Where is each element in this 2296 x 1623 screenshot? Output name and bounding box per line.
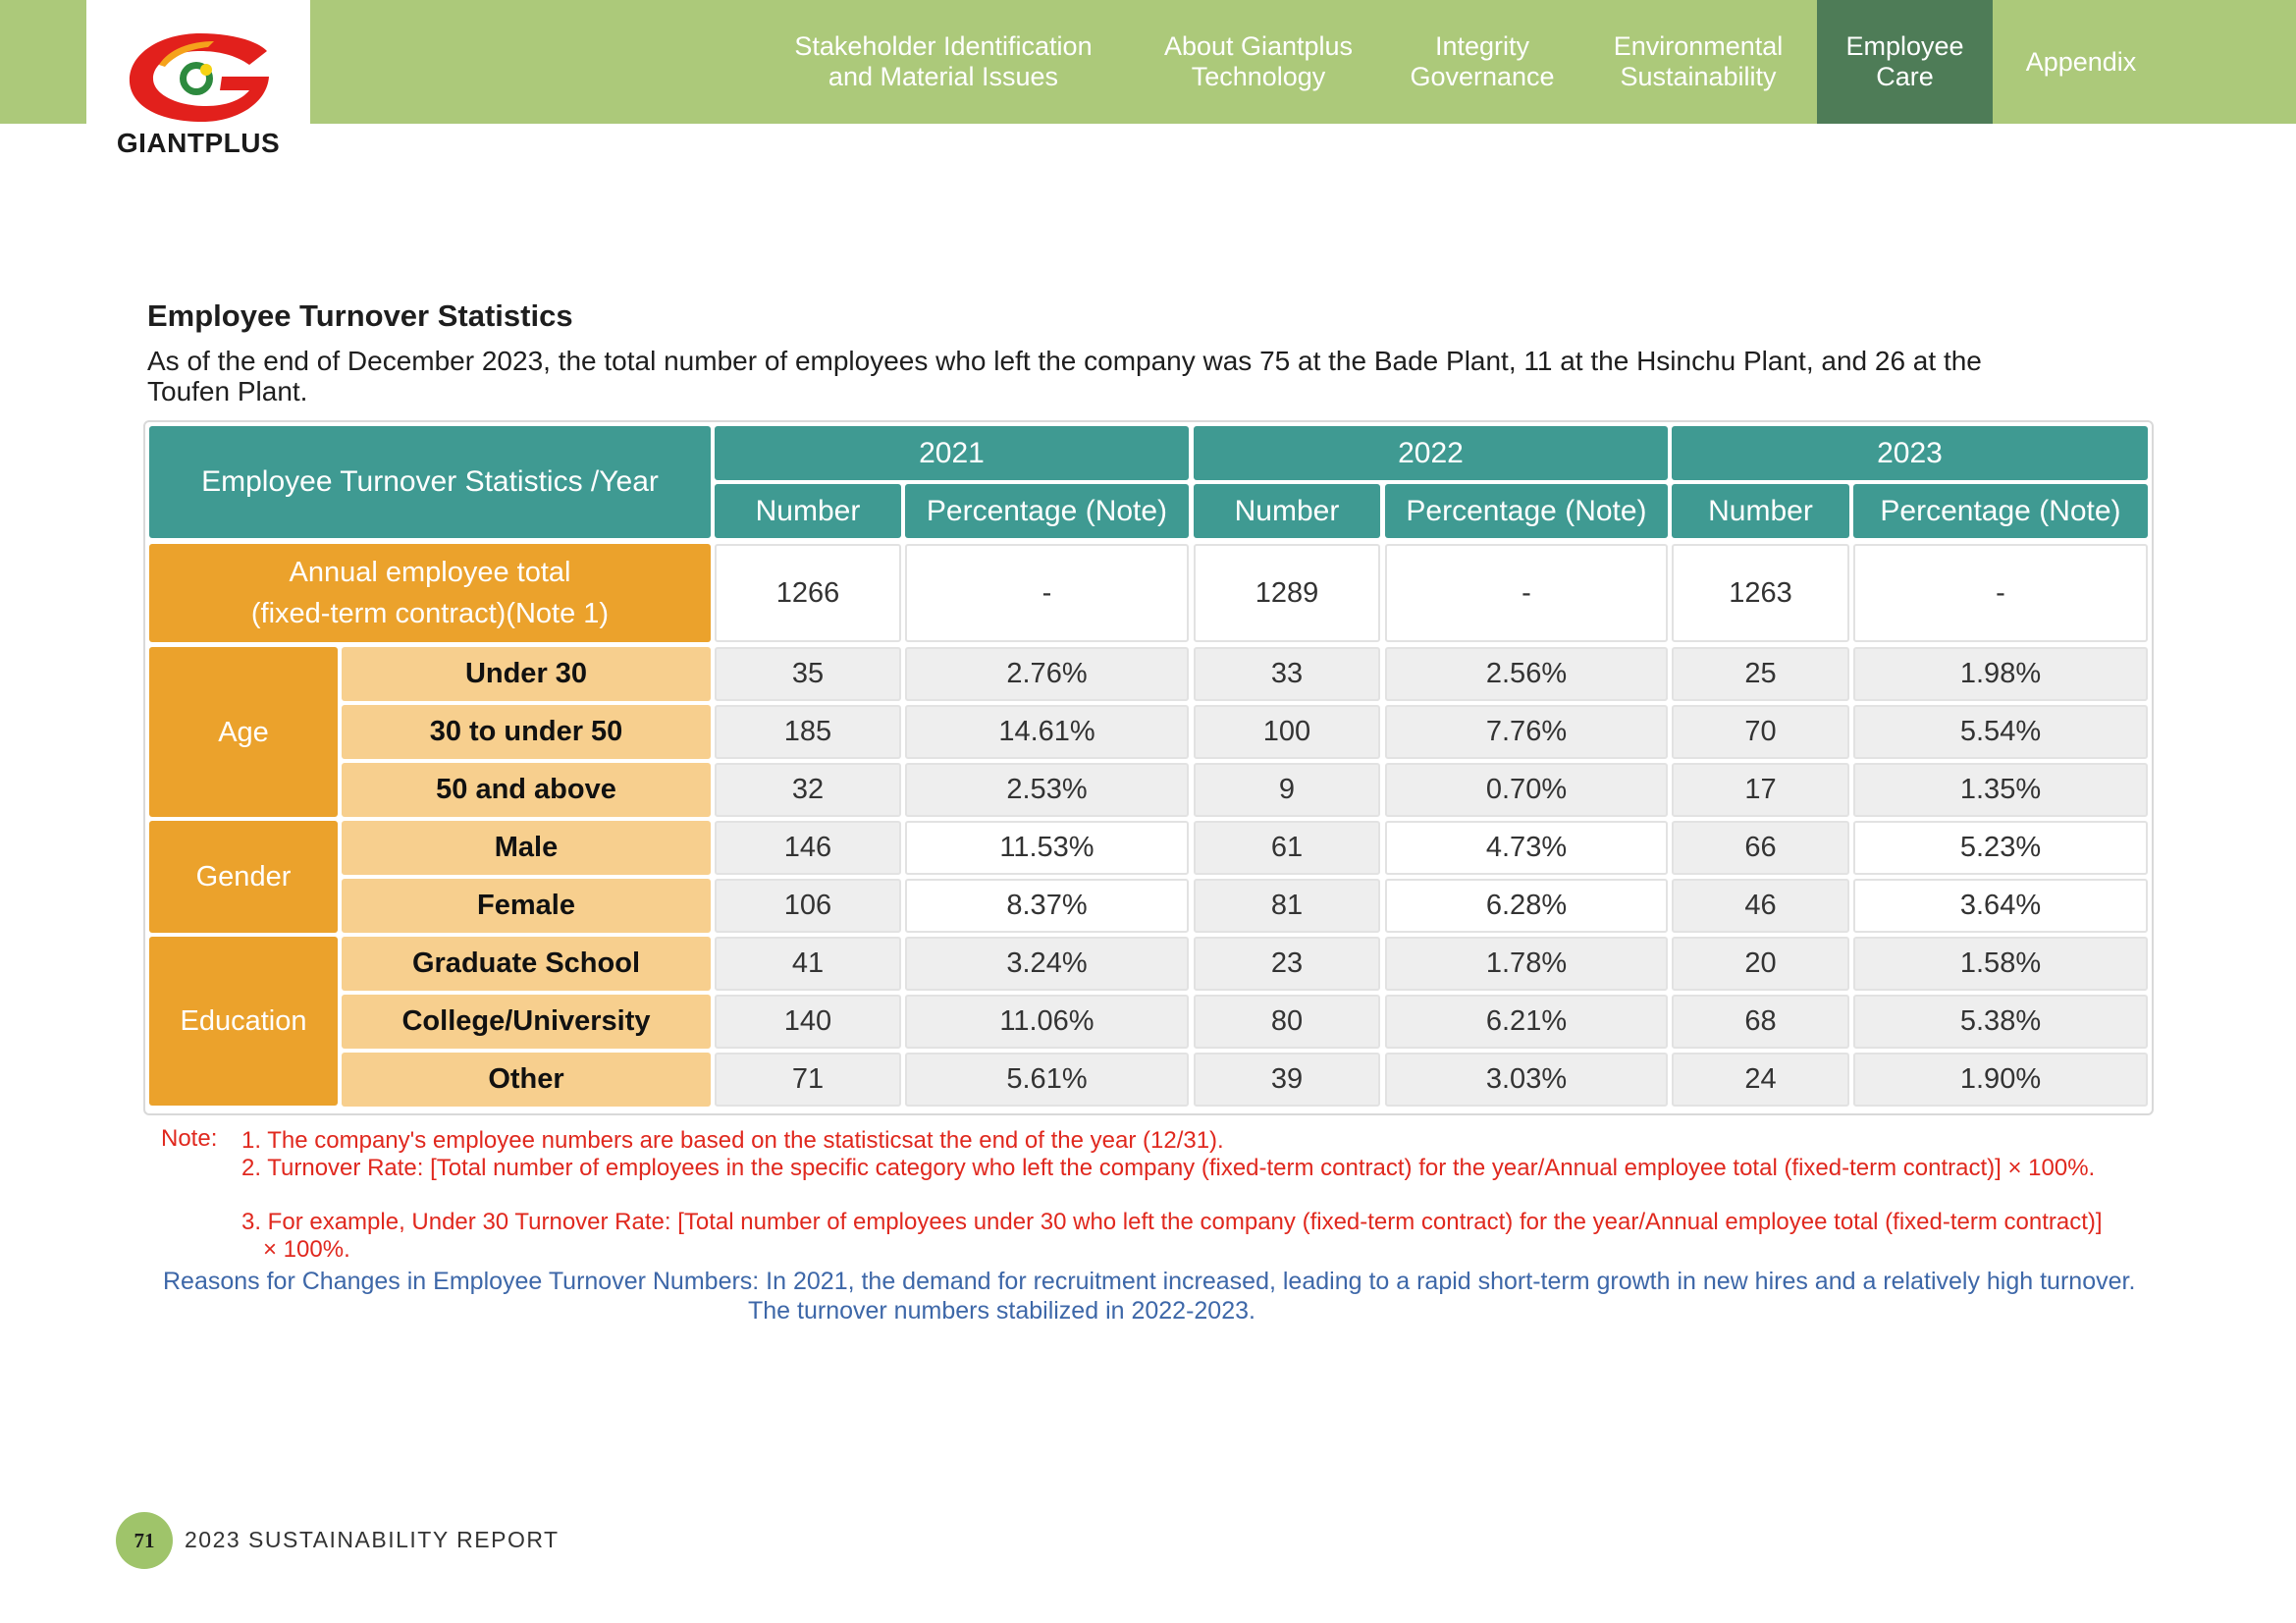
section-intro: As of the end of December 2023, the total number of employees who left the company was 75 at the Bade Plant, 11 at the Hsinchu Plant, and 26 at the Toufen Plant. <box>147 346 1982 406</box>
table-cell: 66 <box>1672 821 1849 875</box>
group-label-gender: Gender <box>149 821 338 933</box>
table-corner-header <box>149 426 711 538</box>
table-cell: 81 <box>1194 879 1380 933</box>
nav-label: Integrity Governance <box>1410 31 1555 91</box>
table-cell: 6.21% <box>1385 995 1668 1049</box>
table-cell: 80 <box>1194 995 1380 1049</box>
year-header: 2023 <box>1672 426 2148 480</box>
group-label-education: Education <box>149 937 338 1106</box>
corner-label: Employee Turnover Statistics /Year <box>201 465 659 498</box>
note-item: 2. Turnover Rate: [Total number of employees in the specific category who left the company (fixed-term contract) for the year/Annual employee total (fixed-term contract)] × 100%. <box>241 1155 2096 1181</box>
row-label: Under 30 <box>342 647 711 701</box>
section-title: Employee Turnover Statistics <box>147 298 573 333</box>
table-cell: 146 <box>715 821 901 875</box>
group-label-age: Age <box>149 647 338 817</box>
row-label: 50 and above <box>342 763 711 817</box>
table-cell: 1289 <box>1194 544 1380 642</box>
table-cell: 3.24% <box>905 937 1189 991</box>
table-cell: 9 <box>1194 763 1380 817</box>
giantplus-logo-icon <box>120 26 277 124</box>
table-cell: 185 <box>715 705 901 759</box>
table-cell: 5.38% <box>1853 995 2148 1049</box>
note-item: 3. For example, Under 30 Turnover Rate: [Total number of employees under 30 who left the company (fixed-term contract) for the year/Annual employee total (fixed-term contract)] × 100%. <box>241 1209 2103 1263</box>
table-cell: - <box>905 544 1189 642</box>
col-header-percentage: Percentage (Note) <box>1853 484 2148 538</box>
col-header-percentage: Percentage (Note) <box>905 484 1189 538</box>
table-cell: 0.70% <box>1385 763 1668 817</box>
row-label: Graduate School <box>342 937 711 991</box>
table-cell: 1.90% <box>1853 1053 2148 1107</box>
nav-employee-care[interactable] <box>1817 0 1993 124</box>
table-cell: 24 <box>1672 1053 1849 1107</box>
nav-about[interactable] <box>1143 0 1374 124</box>
brand-name: GIANTPLUS <box>116 128 281 158</box>
table-cell: 35 <box>715 647 901 701</box>
table-cell: 3.03% <box>1385 1053 1668 1107</box>
table-cell: 33 <box>1194 647 1380 701</box>
table-cell: 41 <box>715 937 901 991</box>
nav-appendix[interactable] <box>2012 0 2150 124</box>
logo[interactable] <box>86 0 310 165</box>
table-cell: 1.98% <box>1853 647 2148 701</box>
nav-label: Appendix <box>2025 46 2137 77</box>
col-header-number: Number <box>1194 484 1380 538</box>
table-cell: 14.61% <box>905 705 1189 759</box>
table-cell: 17 <box>1672 763 1849 817</box>
row-label: 30 to under 50 <box>342 705 711 759</box>
row-label: Male <box>342 821 711 875</box>
col-header-number: Number <box>715 484 901 538</box>
row-label: Female <box>342 879 711 933</box>
table-cell: 3.64% <box>1853 879 2148 933</box>
year-header: 2021 <box>715 426 1189 480</box>
table-cell: 5.54% <box>1853 705 2148 759</box>
table-cell: 1266 <box>715 544 901 642</box>
table-cell: 2.53% <box>905 763 1189 817</box>
table-cell: - <box>1385 544 1668 642</box>
table-cell: 71 <box>715 1053 901 1107</box>
nav-label: Environmental Sustainability <box>1613 31 1784 91</box>
col-header-number: Number <box>1672 484 1849 538</box>
table-cell: 4.73% <box>1385 821 1668 875</box>
table-cell: 8.37% <box>905 879 1189 933</box>
table-cell: 32 <box>715 763 901 817</box>
table-cell: 11.53% <box>905 821 1189 875</box>
table-cell: 7.76% <box>1385 705 1668 759</box>
row-label: Other <box>342 1053 711 1107</box>
nav-stakeholder[interactable] <box>781 0 1105 124</box>
table-cell: - <box>1853 544 2148 642</box>
table-cell: 23 <box>1194 937 1380 991</box>
table-cell: 20 <box>1672 937 1849 991</box>
table-cell: 100 <box>1194 705 1380 759</box>
total-row-label: Annual employee total (fixed-term contract)(Note 1) <box>149 544 711 642</box>
footer-title: 2023 SUSTAINABILITY REPORT <box>185 1527 560 1552</box>
table-cell: 1263 <box>1672 544 1849 642</box>
table-cell: 1.58% <box>1853 937 2148 991</box>
nav-label: Stakeholder Identification and Material Issues <box>794 31 1093 91</box>
table-cell: 70 <box>1672 705 1849 759</box>
table-cell: 140 <box>715 995 901 1049</box>
table-cell: 2.56% <box>1385 647 1668 701</box>
table-cell: 11.06% <box>905 995 1189 1049</box>
note-label: Note: <box>161 1125 218 1152</box>
table-cell: 2.76% <box>905 647 1189 701</box>
table-cell: 68 <box>1672 995 1849 1049</box>
nav-label: About Giantplus Technology <box>1163 31 1354 91</box>
row-label: College/University <box>342 995 711 1049</box>
table-cell: 5.23% <box>1853 821 2148 875</box>
table-cell: 46 <box>1672 879 1849 933</box>
table-cell: 6.28% <box>1385 879 1668 933</box>
table-cell: 25 <box>1672 647 1849 701</box>
nav-governance[interactable] <box>1394 0 1571 124</box>
col-header-percentage: Percentage (Note) <box>1385 484 1668 538</box>
year-header: 2022 <box>1194 426 1668 480</box>
table-cell: 106 <box>715 879 901 933</box>
reason-text-cont: The turnover numbers stabilized in 2022-2023. <box>748 1297 1255 1325</box>
page-number: 71 <box>116 1512 173 1569</box>
table-cell: 1.35% <box>1853 763 2148 817</box>
table-cell: 39 <box>1194 1053 1380 1107</box>
table-cell: 5.61% <box>905 1053 1189 1107</box>
reason-text: Reasons for Changes in Employee Turnover Numbers: In 2021, the demand for recruitment increased, leading to a rapid short-term growth in new hires and a relatively high turnover. <box>163 1268 2136 1295</box>
table-cell: 61 <box>1194 821 1380 875</box>
table-cell: 1.78% <box>1385 937 1668 991</box>
nav-label: Employee Care <box>1845 31 1964 91</box>
note-item: 1. The company's employee numbers are based on the statisticsat the end of the year (12/31). <box>241 1127 1224 1154</box>
nav-environment[interactable] <box>1594 0 1802 124</box>
